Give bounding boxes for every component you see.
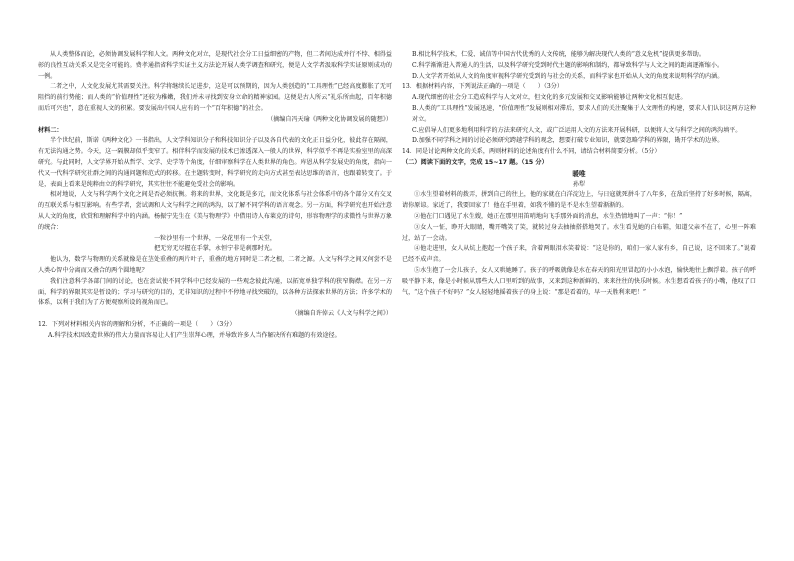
story-paragraph: ②他在门口遇见了水生嫂，她正在那里用笛哨地向飞手那外面的消息，水生热情地叫了一声：“你！” <box>414 212 683 220</box>
material-heading: 材料二： <box>38 126 63 134</box>
source-citation: （摘编自冯天瑜《两种文化协调发展的随想》） <box>267 115 392 123</box>
paragraph: 我们注意科学各部门间的讨论，也在尝试使不同学科中已经发展的一些观念彼此沟通，以拓宽单独学科的狭窄胸襟。在另一方面，科学的界限其实是暂设的；学习与研究的目的，无非知识的过程中不停地寻找突破的，以各种方法探索世界的方法；许多学术的体系，以利于我们为了方便观察所设的视角而已。 <box>38 277 392 307</box>
section-heading: （二）阅读下面的文字，完成 15~17 题。（15 分） <box>402 158 548 166</box>
choice-option: C.应倡导人们更多地利用科学的方法来研究人文，或广泛运用人文的方法来开展科研，以便将人文与科学之间的鸿沟填平。 <box>412 126 742 134</box>
question-13: 13．根据材料内容，下列说法正确的一项是（ ）（3分） <box>402 83 563 91</box>
choice-option: A.科学技术因改造世界的伟大力量而容易让人们产生崇拜心理，并导致许多人当作解决所有难题的有效途径。 <box>48 331 341 339</box>
story-author: 孙犁 <box>572 180 586 188</box>
choice-option: D.人文学者开始从人文的角度审视科学研究受到的与社会的关系，而科学家也开始从人文的角度来说明科学的内涵。 <box>412 72 724 80</box>
poem-line: 一粒沙里有一个世界，一朵花里有一个天堂， <box>154 234 276 242</box>
paragraph: 从人类整体而论，必须协调发展科学和人文。两种文化对立，是现代社会分工日益细密的产物，但二者间达成并行不悖、相得益彰的良性互动关系又是完全可能的。费孝通指省科学实证主义方法论开展人类学调查和研究，便是人文学者汲取科学实证原则成功的一例。 <box>38 51 392 80</box>
question-12: 12．下列对材料相关内容的理解和分析，不正确的一项是（ ）（3分） <box>38 320 236 328</box>
choice-option: C.科学渐渐进入普通人的生活，以及科学研究受到时代主题的影响和制约，都导致科学与人文之间的距离逐渐缩小。 <box>412 61 724 69</box>
source-citation: （摘编自许倬云《人文与科学之间》） <box>291 310 392 318</box>
choice-option: B.相比科学技术，仁爱、诚信等中国古代优秀的人文传统，能够为解决现代人类的“意义危机”提供更多帮助。 <box>412 51 705 58</box>
right-column <box>402 50 756 298</box>
choice-option: B.人类的“工具理性”发展迅速，“价值理性”发展则相对滞后，要求人们的关注聚集于人文理性的构建，要求人们认识这两方这种对立。 <box>412 104 756 123</box>
story-paragraph: ①水生望着材料的拨弄，拼到自己的往上，他的家就在白洋淀边上，与日寇就死拼斗了八年多，在敌后坚持了好多时候，隔离，请你原谅。家近了，我要回家了！他在手里着，如我不懂的是不是水生望着渐渐的。 <box>402 191 756 210</box>
story-paragraph: ③女人一怔，睁开大眼睛，嘴开嘴笑了笑，就转过身去抽抽搭搭地哭了。水生看见她的白布鞋，知道父亲不在了，心里一阵难过，站了一会动。 <box>402 223 756 242</box>
choice-option: D.加强不同学科之间的讨论必须研究跨越学科的观念，想要打破专业知识，就要忽略学科的界限，勘开学术的边界。 <box>412 137 724 145</box>
paragraph: 他认为，数学与物理的关系就像是在茎处重叠的两片叶子，重叠的地方同时是二者之根，二者之源。人文与科学之间又何尝不是人类心智中分离而又叠合的两个圆地呢？ <box>38 256 392 274</box>
question-14: 14．同是讨论两种文化的关系，两则材料的论述角度有什么不同，请结合材料简要分析。（5分） <box>402 148 661 156</box>
choice-option: A.现代细密的社会分工造成科学与人文对立，但文化的多元发展和交叉影响能够让两种文化相互促进。 <box>412 94 687 102</box>
story-title: 暖唯 <box>572 169 586 178</box>
left-column <box>38 50 392 342</box>
story-paragraph: ⑤水生抱了一会儿孩子，女人又哄她睡了。孩子的呼吸就像是水在春天的阳光里冒起的小小水泡，愉快地往上飘浮着。孩子的呼吸平静下来，像是小时候从那些大人口里听到的故事，又来到这种新鲜的、来来往往的快乐时候。水生想看看孩子的小嘴，他叹了口气，“这个孩子不好吗？”女人轻轻地摇着孩子的身上说：“那是看着的，早一天胜利来吧！” <box>402 266 756 296</box>
paragraph: 半个世纪前，斯诺《两种文化》一书指出，人文学科知识分子和科技知识分子以及各自代表的文化正日益分化，彼此存在隔阂，有无法沟通之势。今天，这一隔膜却似乎变窄了。相伴科学而发展的技术已渗透深入一般人的世界，科学似乎不再是实验室里的高深研究。与此同时，人文学界开始从哲学、文学、史学等个角度，仔细审察科学在人类世界的角色。库恩从科学发展史的角度，指向一代又一代科学研究社群之间的沟通问题和范式的转移。在主题转变时，科学研究的走向方式甚至表达思维的语言，也跟着转变了。于是，表面上看来是纯粹由立的科学研究，其实往往不能避免受社会的影响。 <box>38 137 392 188</box>
story-paragraph: ④他走进里，女人从炕上抱起一个孩子来，含着两眼泪水笑着说：“这是你的，咱们一家人家有乡，自己说，这不回来了。”说着已经不成声音。 <box>402 245 756 264</box>
poem-line: 把无穷无尽握在手掌，永恒宁非是刹那时光。 <box>154 245 276 253</box>
paragraph: 二者之中，人文化发展尤其需要关注。科学将继续长足进步，这是可以预期的，因为人类创造的“工具理性”已经高度膨胀了无可阻挡的前行势能；而人类的“价值理性”还较为稚嫩，我们并未寻找到安身立命的精神家园。这便是古人所云“礼乐所由起，百年积德而后可兴也”，意在重视人文的积累。要发展出中国人应有的一个“百年积德”的社会。 <box>38 83 392 112</box>
paragraph: 相对地说，人文与科学两个文化之间是否必须抗衡。将来的世界，文化既是多元，而文化体系与社会体系中的各个部分又有交叉的互联关系与相互影响。有些学者，尝试调和人文与科学之间的鸿沟，以了解不同学科的语言观念。另一方面，科学研究也开始注意从人文的角度，欣赏和理解科学中的内涵。杨振宁先生在《美与物理学》中借用诗人布莱克的诗句，形容物理学的求微性与世界万象的统合： <box>38 191 392 231</box>
